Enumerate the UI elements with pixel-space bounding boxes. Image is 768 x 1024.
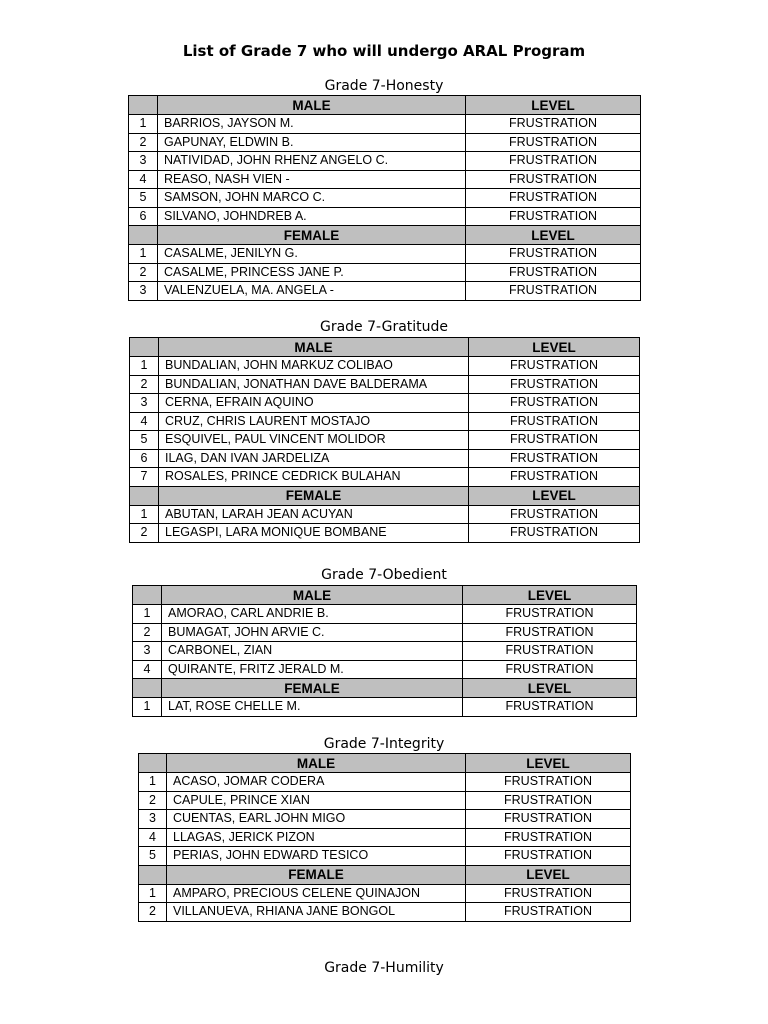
reading-level: FRUSTRATION	[466, 773, 631, 792]
male-header-row	[133, 586, 637, 605]
reading-level: FRUSTRATION	[469, 375, 640, 394]
row-number: 2	[139, 903, 167, 922]
reading-level: FRUSTRATION	[466, 810, 631, 829]
row-number: 4	[129, 170, 158, 189]
table-row	[139, 884, 631, 903]
reading-level: FRUSTRATION	[466, 152, 641, 171]
row-number: 2	[129, 133, 158, 152]
row-number: 2	[133, 623, 162, 642]
female-header-row	[133, 679, 637, 698]
header-level-cell: LEVEL	[463, 586, 637, 605]
reading-level: FRUSTRATION	[466, 189, 641, 208]
student-name: VALENZUELA, MA. ANGELA -	[158, 282, 466, 301]
table-row	[129, 245, 641, 264]
table-row	[133, 605, 637, 624]
reading-level: FRUSTRATION	[469, 524, 640, 543]
student-name: CASALME, PRINCESS JANE P.	[158, 263, 466, 282]
student-name: ILAG, DAN IVAN JARDELIZA	[159, 449, 469, 468]
reading-level: FRUSTRATION	[466, 263, 641, 282]
reading-level: FRUSTRATION	[469, 412, 640, 431]
row-number: 6	[129, 207, 158, 226]
row-number: 2	[130, 524, 159, 543]
student-name: CUENTAS, EARL JOHN MIGO	[167, 810, 466, 829]
student-name: VILLANUEVA, RHIANA JANE BONGOL	[167, 903, 466, 922]
reading-level: FRUSTRATION	[463, 605, 637, 624]
reading-level: FRUSTRATION	[466, 207, 641, 226]
student-name: SILVANO, JOHNDREB A.	[158, 207, 466, 226]
student-name: GAPUNAY, ELDWIN B.	[158, 133, 466, 152]
section-title-gratitude: Grade 7-Gratitude	[319, 319, 449, 335]
row-number: 3	[139, 810, 167, 829]
table-row	[129, 282, 641, 301]
header-name-cell: MALE	[162, 586, 463, 605]
table-row	[139, 903, 631, 922]
student-name: CASALME, JENILYN G.	[158, 245, 466, 264]
header-name-cell: MALE	[159, 338, 469, 357]
header-number-cell	[133, 586, 162, 605]
row-number: 4	[133, 660, 162, 679]
student-name: BUNDALIAN, JOHN MARKUZ COLIBAO	[159, 357, 469, 376]
header-name-cell: FEMALE	[158, 226, 466, 245]
reading-level: FRUSTRATION	[466, 170, 641, 189]
table-row	[139, 828, 631, 847]
student-name: BARRIOS, JAYSON M.	[158, 115, 466, 134]
header-number-cell	[130, 486, 159, 505]
student-name: LEGASPI, LARA MONIQUE BOMBANE	[159, 524, 469, 543]
student-name: ACASO, JOMAR CODERA	[167, 773, 466, 792]
header-level-cell: LEVEL	[466, 754, 631, 773]
roster-table-integrity	[138, 753, 631, 922]
row-number: 5	[139, 847, 167, 866]
reading-level: FRUSTRATION	[466, 282, 641, 301]
row-number: 4	[139, 828, 167, 847]
row-number: 1	[139, 884, 167, 903]
table-row	[139, 810, 631, 829]
header-number-cell	[139, 754, 167, 773]
row-number: 6	[130, 449, 159, 468]
female-header-row	[139, 865, 631, 884]
reading-level: FRUSTRATION	[463, 623, 637, 642]
table-row	[130, 449, 640, 468]
table-row	[139, 773, 631, 792]
row-number: 1	[139, 773, 167, 792]
row-number: 1	[129, 115, 158, 134]
row-number: 5	[130, 431, 159, 450]
student-name: BUNDALIAN, JONATHAN DAVE BALDERAMA	[159, 375, 469, 394]
reading-level: FRUSTRATION	[469, 468, 640, 487]
table-row	[133, 623, 637, 642]
header-name-cell: FEMALE	[159, 486, 469, 505]
table-row	[129, 152, 641, 171]
header-name-cell: MALE	[158, 96, 466, 115]
student-name: BUMAGAT, JOHN ARVIE C.	[162, 623, 463, 642]
table-row	[129, 115, 641, 134]
reading-level: FRUSTRATION	[469, 394, 640, 413]
student-name: SAMSON, JOHN MARCO C.	[158, 189, 466, 208]
male-header-row	[129, 96, 641, 115]
student-name: LAT, ROSE CHELLE M.	[162, 698, 463, 717]
table-row	[130, 524, 640, 543]
table-row	[139, 791, 631, 810]
student-name: CAPULE, PRINCE XIAN	[167, 791, 466, 810]
row-number: 3	[130, 394, 159, 413]
header-name-cell: MALE	[167, 754, 466, 773]
table-row	[130, 505, 640, 524]
header-level-cell: LEVEL	[466, 865, 631, 884]
table-row	[129, 207, 641, 226]
row-number: 1	[129, 245, 158, 264]
reading-level: FRUSTRATION	[466, 115, 641, 134]
row-number: 1	[133, 605, 162, 624]
header-name-cell: FEMALE	[162, 679, 463, 698]
header-number-cell	[139, 865, 167, 884]
row-number: 1	[130, 505, 159, 524]
row-number: 1	[130, 357, 159, 376]
row-number: 1	[133, 698, 162, 717]
row-number: 5	[129, 189, 158, 208]
reading-level: FRUSTRATION	[466, 884, 631, 903]
table-row	[130, 431, 640, 450]
row-number: 2	[129, 263, 158, 282]
reading-level: FRUSTRATION	[463, 642, 637, 661]
row-number: 2	[130, 375, 159, 394]
row-number: 3	[129, 282, 158, 301]
table-row	[133, 660, 637, 679]
student-name: PERIAS, JOHN EDWARD TESICO	[167, 847, 466, 866]
reading-level: FRUSTRATION	[466, 847, 631, 866]
table-row	[130, 357, 640, 376]
row-number: 2	[139, 791, 167, 810]
row-number: 4	[130, 412, 159, 431]
table-row	[129, 189, 641, 208]
table-row	[130, 375, 640, 394]
header-level-cell: LEVEL	[469, 338, 640, 357]
student-name: LLAGAS, JERICK PIZON	[167, 828, 466, 847]
student-name: CARBONEL, ZIAN	[162, 642, 463, 661]
reading-level: FRUSTRATION	[469, 505, 640, 524]
table-row	[130, 412, 640, 431]
table-row	[129, 263, 641, 282]
header-number-cell	[130, 338, 159, 357]
header-level-cell: LEVEL	[463, 679, 637, 698]
reading-level: FRUSTRATION	[469, 431, 640, 450]
table-row	[130, 468, 640, 487]
student-name: ABUTAN, LARAH JEAN ACUYAN	[159, 505, 469, 524]
reading-level: FRUSTRATION	[469, 449, 640, 468]
table-row	[129, 133, 641, 152]
reading-level: FRUSTRATION	[463, 698, 637, 717]
header-name-cell: FEMALE	[167, 865, 466, 884]
row-number: 3	[129, 152, 158, 171]
student-name: AMPARO, PRECIOUS CELENE QUINAJON	[167, 884, 466, 903]
reading-level: FRUSTRATION	[466, 903, 631, 922]
student-name: AMORAO, CARL ANDRIE B.	[162, 605, 463, 624]
male-header-row	[139, 754, 631, 773]
roster-table-gratitude	[129, 337, 640, 543]
reading-level: FRUSTRATION	[466, 245, 641, 264]
section-title-integrity: Grade 7-Integrity	[323, 736, 445, 752]
row-number: 7	[130, 468, 159, 487]
reading-level: FRUSTRATION	[469, 357, 640, 376]
section-title-obedient: Grade 7-Obedient	[321, 567, 447, 583]
table-row	[133, 642, 637, 661]
student-name: CERNA, EFRAIN AQUINO	[159, 394, 469, 413]
female-header-row	[129, 226, 641, 245]
section-title-honesty: Grade 7-Honesty	[324, 78, 444, 94]
reading-level: FRUSTRATION	[466, 133, 641, 152]
section-title-humility: Grade 7-Humility	[324, 960, 444, 976]
table-row	[129, 170, 641, 189]
table-row	[139, 847, 631, 866]
header-level-cell: LEVEL	[466, 96, 641, 115]
header-level-cell: LEVEL	[469, 486, 640, 505]
row-number: 3	[133, 642, 162, 661]
header-level-cell: LEVEL	[466, 226, 641, 245]
reading-level: FRUSTRATION	[466, 828, 631, 847]
roster-table-honesty	[128, 95, 641, 301]
student-name: NATIVIDAD, JOHN RHENZ ANGELO C.	[158, 152, 466, 171]
table-row	[130, 394, 640, 413]
student-name: CRUZ, CHRIS LAURENT MOSTAJO	[159, 412, 469, 431]
roster-table-obedient	[132, 585, 637, 717]
student-name: ESQUIVEL, PAUL VINCENT MOLIDOR	[159, 431, 469, 450]
header-number-cell	[133, 679, 162, 698]
student-name: REASO, NASH VIEN -	[158, 170, 466, 189]
female-header-row	[130, 486, 640, 505]
table-row	[133, 698, 637, 717]
student-name: ROSALES, PRINCE CEDRICK BULAHAN	[159, 468, 469, 487]
document-title: List of Grade 7 who will undergo ARAL Program	[182, 42, 586, 60]
reading-level: FRUSTRATION	[466, 791, 631, 810]
reading-level: FRUSTRATION	[463, 660, 637, 679]
male-header-row	[130, 338, 640, 357]
header-number-cell	[129, 96, 158, 115]
header-number-cell	[129, 226, 158, 245]
student-name: QUIRANTE, FRITZ JERALD M.	[162, 660, 463, 679]
